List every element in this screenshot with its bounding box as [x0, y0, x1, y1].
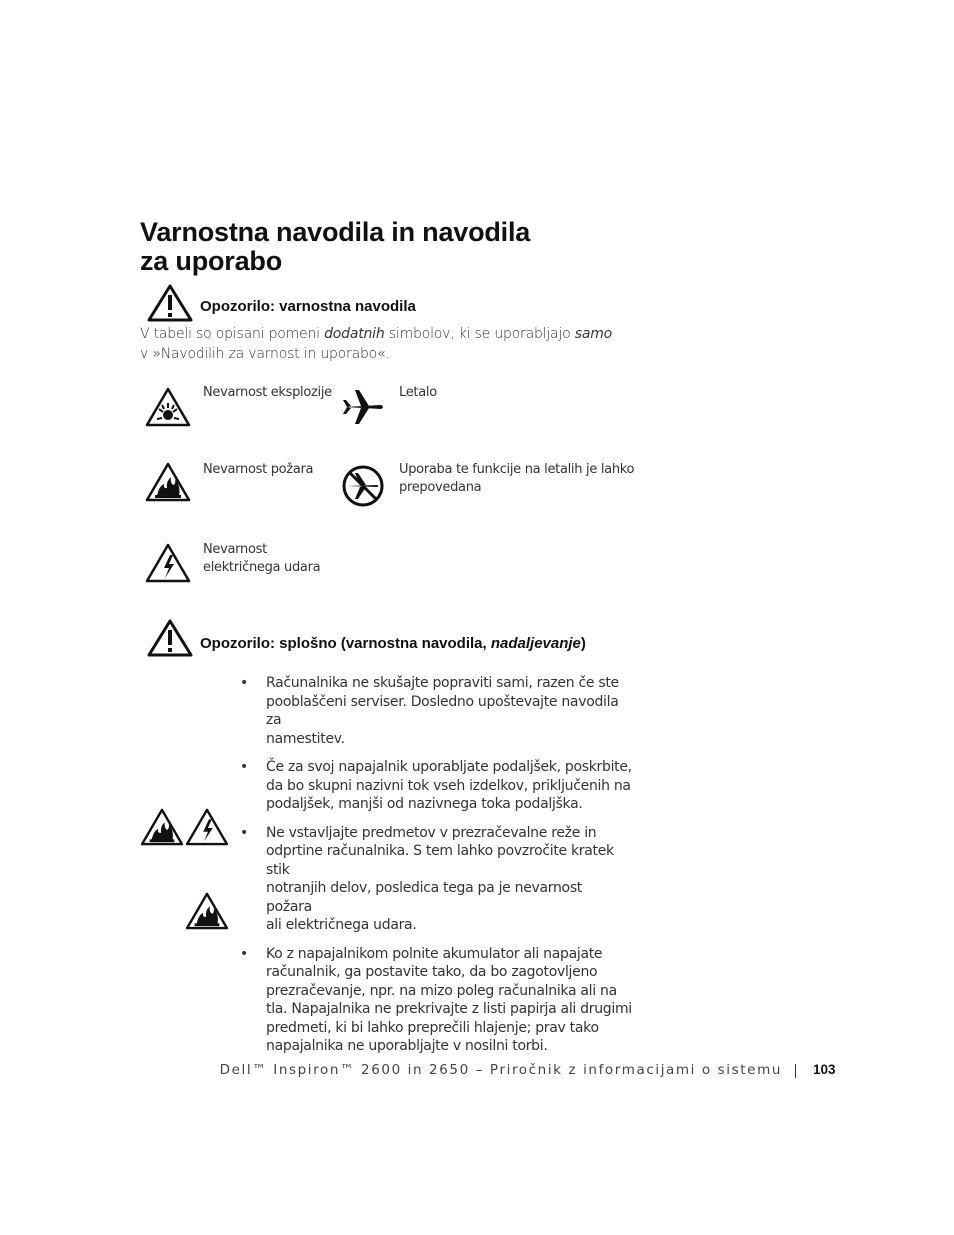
bullet-line: odprtine računalnika. S tem lahko povzročite kratek stik [266, 843, 614, 878]
bullet-line: notranjih delov, posledica tega pa je nevarnost požara [266, 880, 583, 915]
bullet-line: napajalnika ne uporabljajte v nosilni torbi. [266, 1038, 548, 1054]
intro-paragraph [140, 324, 660, 364]
bullet-line: Če za svoj napajalnik uporabljate podaljšek, poskrbite, [266, 759, 632, 775]
intro-italic-additional: dodatnih [324, 326, 385, 342]
page-number: 103 [813, 1062, 836, 1077]
bullet-dot: • [240, 945, 248, 962]
heading-text: Opozorilo: splošno (varnostna navodila, [200, 635, 491, 652]
intro-line1 [140, 324, 660, 344]
page-title-line1: Varnostna navodila in navodila [140, 217, 531, 247]
bullet-dot: • [240, 824, 248, 841]
section-heading-general [200, 635, 586, 652]
list-item [232, 824, 632, 935]
bullet-line: ali električnega udara. [266, 917, 417, 933]
warning-icon [147, 284, 193, 324]
bullet-line: Ne vstavljajte predmetov v prezračevalne reže in [266, 824, 597, 841]
warning-icon [147, 619, 193, 659]
symbol-label-explosion: Nevarnost eksplozije [203, 385, 332, 400]
intro-text: simbolov, ki se uporabljajo [384, 326, 575, 342]
electric-shock-hazard-icon [185, 808, 229, 846]
intro-line2: v »Navodilih za varnost in uporabo«. [140, 346, 390, 362]
intro-text: V tabeli so opisani pomeni [140, 326, 325, 342]
fire-hazard-icon [145, 462, 191, 502]
symbol-label-electric [203, 541, 320, 577]
explosion-hazard-icon [145, 387, 191, 427]
symbol-label-line: prepovedana [399, 480, 482, 495]
list-item [232, 758, 632, 814]
fire-hazard-icon [140, 808, 184, 846]
section-heading-safety: Opozorilo: varnostna navodila [200, 298, 416, 315]
symbol-label-line: električnega udara [203, 560, 321, 575]
airplane-icon [341, 388, 385, 426]
heading-text: ) [580, 635, 586, 652]
no-aircraft-icon [341, 464, 385, 508]
footer-separator [795, 1064, 796, 1078]
symbol-label-no-aircraft [399, 461, 634, 497]
bullet-line: tla. Napajalnika ne prekrivajte z listi papirja ali drugimi [266, 1001, 632, 1017]
bullet-dot: • [240, 675, 248, 691]
heading-italic-continued: nadaljevanje [490, 635, 581, 652]
symbol-label-line: Nevarnost [203, 542, 267, 557]
bullet-line: namestitev. [266, 730, 345, 747]
page-title [140, 218, 700, 276]
bullet-line: računalnik, ga postavite tako, da bo zagotovljeno [266, 964, 598, 980]
bullet-line: prezračevanje, npr. na mizo poleg računalnika ali na [266, 982, 617, 999]
symbol-label-line: Uporaba te funkcije na letalih je lahko [399, 462, 635, 477]
electric-shock-hazard-icon [145, 543, 191, 583]
bullet-line: da bo skupni nazivni tok vseh izdelkov, priključenih na [266, 777, 631, 794]
fire-hazard-icon [185, 892, 229, 930]
bullet-line: Računalnika ne skušajte popraviti sami, razen če ste [266, 675, 619, 691]
list-item [232, 945, 632, 1056]
bullet-line: predmeti, ki bi lahko preprečili hlajenje; prav tako [266, 1019, 599, 1036]
intro-italic-only: samo [574, 326, 613, 342]
list-item [232, 674, 632, 748]
safety-bullet-list [232, 674, 632, 1056]
footer-text: Dell™ Inspiron™ 2600 in 2650 – Priročnik z informacijami o sistemu [219, 1062, 782, 1078]
bullet-dot: • [240, 759, 248, 775]
bullet-line: podaljšek, manjši od nazivnega toka podaljška. [266, 796, 583, 812]
bullet-line: Ko z napajalnikom polnite akumulator ali napajate [266, 945, 603, 962]
symbol-label-airplane: Letalo [399, 385, 437, 400]
page-title-line2: za uporabo [140, 246, 283, 276]
symbol-label-fire: Nevarnost požara [203, 462, 314, 477]
bullet-line: pooblaščeni serviser. Dosledno upoštevajte navodila za [266, 693, 619, 728]
